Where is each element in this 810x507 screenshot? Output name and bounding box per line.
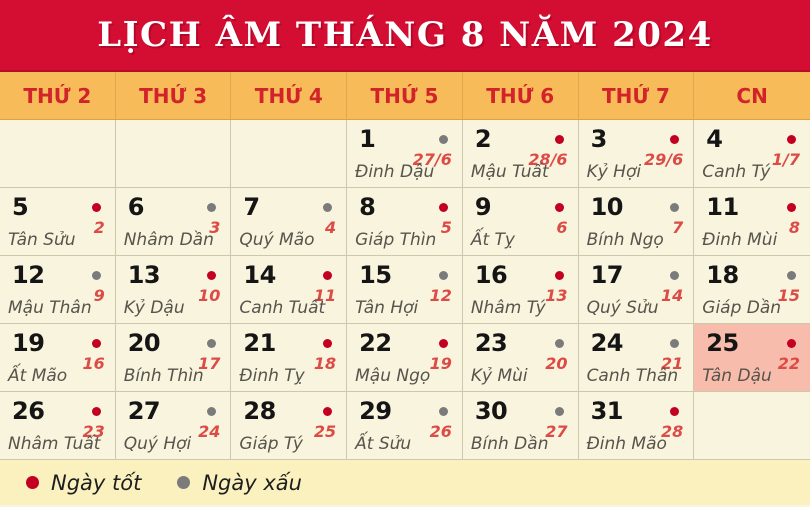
- bad-day-dot-icon: [207, 339, 216, 348]
- bad-day-dot-icon: [555, 407, 564, 416]
- bad-day-dot-icon: [207, 407, 216, 416]
- lunar-date: 1/7: [771, 150, 800, 169]
- solar-date: 7: [243, 193, 260, 221]
- canchi-day-name: Nhâm Dần: [123, 230, 214, 250]
- weekday-header-4: THỨ 5: [347, 72, 463, 119]
- canchi-day-name: Kỷ Hợi: [586, 162, 642, 182]
- good-day-dot-icon: [26, 476, 39, 489]
- calendar-title-banner: [0, 0, 810, 72]
- canchi-day-name: Ất Tỵ: [470, 230, 515, 250]
- lunar-date: 29/6: [644, 150, 684, 169]
- solar-date: 23: [474, 329, 508, 357]
- day-cell[interactable]: [463, 256, 579, 324]
- solar-date: 10: [590, 193, 623, 221]
- day-cell[interactable]: [579, 120, 695, 188]
- weekday-header-3: THỨ 4: [231, 72, 347, 119]
- canchi-day-name: Tân Dậu: [702, 366, 772, 386]
- canchi-day-name: Tân Hợi: [355, 298, 419, 318]
- canchi-day-name: Kỷ Mùi: [470, 366, 528, 386]
- day-cell[interactable]: [347, 188, 463, 256]
- day-cell[interactable]: [116, 392, 232, 460]
- lunar-date: 28: [661, 422, 684, 441]
- solar-date: 9: [474, 193, 492, 221]
- bad-day-dot-icon: [323, 203, 332, 212]
- lunar-date: 10: [198, 286, 221, 305]
- good-day-dot-icon: [92, 339, 101, 348]
- solar-date: 3: [590, 125, 607, 153]
- good-day-dot-icon: [439, 339, 448, 348]
- day-cell[interactable]: [347, 256, 463, 324]
- day-cell[interactable]: [463, 392, 579, 460]
- day-cell-today[interactable]: [694, 324, 810, 392]
- lunar-date: 19: [429, 354, 452, 373]
- good-day-dot-icon: [555, 203, 564, 212]
- lunar-date: 21: [661, 354, 684, 373]
- solar-date: 29: [359, 397, 392, 425]
- bad-day-dot-icon: [670, 271, 679, 280]
- lunar-date: 24: [198, 422, 221, 441]
- bad-day-dot-icon: [670, 339, 679, 348]
- canchi-day-name: Đinh Mão: [586, 434, 667, 454]
- good-day-dot-icon: [555, 135, 564, 144]
- weekday-header-7: CN: [736, 83, 768, 108]
- lunar-date: 22: [777, 354, 800, 373]
- canchi-day-name: Tân Sửu: [8, 230, 76, 250]
- solar-date: 4: [706, 125, 723, 153]
- good-day-dot-icon: [787, 339, 796, 348]
- canchi-day-name: Giáp Thìn: [355, 230, 437, 250]
- weekday-header-5: THỨ 6: [463, 72, 579, 119]
- canchi-day-name: Đinh Mùi: [702, 230, 778, 250]
- weekday-header-6: THỨ 7: [579, 72, 695, 119]
- canchi-day-name: Canh Tý: [702, 162, 771, 182]
- legend-label-bad-day: Ngày xấu: [202, 470, 302, 495]
- solar-date: 24: [590, 329, 623, 357]
- canchi-day-name: Ất Mão: [8, 366, 68, 386]
- solar-date: 30: [474, 397, 508, 425]
- lunar-date: 17: [198, 354, 221, 373]
- good-day-dot-icon: [92, 407, 101, 416]
- day-cell[interactable]: [579, 256, 695, 324]
- solar-date: 17: [590, 261, 623, 289]
- empty-cell: [0, 120, 116, 188]
- good-day-dot-icon: [787, 203, 796, 212]
- solar-date: 16: [474, 261, 508, 289]
- solar-date: 21: [243, 329, 276, 357]
- day-cell[interactable]: [694, 256, 810, 324]
- day-cell[interactable]: [116, 324, 232, 392]
- lunar-date: 26: [429, 422, 452, 441]
- canchi-day-name: Quý Sửu: [586, 298, 659, 318]
- lunar-date: 27: [545, 422, 568, 441]
- lunar-date: 3: [209, 218, 221, 237]
- canchi-day-name: Mậu Ngọ: [355, 366, 431, 386]
- legend-item-good-day: [26, 471, 141, 495]
- good-day-dot-icon: [439, 203, 448, 212]
- solar-date: 28: [243, 397, 276, 425]
- day-cell[interactable]: [0, 188, 116, 256]
- canchi-day-name: Quý Hợi: [123, 434, 192, 454]
- day-cell[interactable]: [694, 188, 810, 256]
- day-cell[interactable]: [0, 324, 116, 392]
- day-cell[interactable]: [463, 188, 579, 256]
- weekday-header-row: [0, 72, 810, 120]
- canchi-day-name: Bính Ngọ: [586, 230, 664, 250]
- day-cell[interactable]: [694, 120, 810, 188]
- legend-label-good-day: Ngày tốt: [51, 470, 142, 495]
- good-day-dot-icon: [670, 407, 679, 416]
- solar-date: 5: [12, 193, 29, 221]
- day-cell[interactable]: [347, 120, 463, 188]
- good-day-dot-icon: [323, 271, 332, 280]
- day-cell[interactable]: [116, 256, 232, 324]
- empty-cell: [116, 120, 232, 188]
- canchi-day-name: Mậu Thân: [8, 298, 92, 318]
- solar-date: 15: [359, 261, 392, 289]
- empty-cell: [231, 120, 347, 188]
- good-day-dot-icon: [787, 135, 796, 144]
- day-cell[interactable]: [0, 256, 116, 324]
- lunar-date: 12: [429, 286, 452, 305]
- solar-date: 22: [359, 329, 392, 357]
- good-day-dot-icon: [323, 407, 332, 416]
- canchi-day-name: Nhâm Tuất: [8, 434, 101, 454]
- canchi-day-name: Giáp Dần: [702, 298, 782, 318]
- good-day-dot-icon: [207, 271, 216, 280]
- solar-date: 31: [590, 397, 623, 425]
- lunar-date: 5: [440, 218, 452, 237]
- solar-date: 11: [706, 193, 739, 221]
- solar-date: 8: [359, 193, 376, 221]
- lunar-date: 8: [788, 218, 800, 237]
- bad-day-dot-icon: [439, 271, 448, 280]
- good-day-dot-icon: [555, 271, 564, 280]
- canchi-day-name: Canh Tuất: [239, 298, 326, 318]
- bad-day-dot-icon: [439, 135, 448, 144]
- bad-day-dot-icon: [92, 271, 101, 280]
- bad-day-dot-icon: [177, 476, 190, 489]
- lunar-date: 9: [93, 286, 105, 305]
- canchi-day-name: Giáp Tý: [239, 434, 303, 454]
- bad-day-dot-icon: [207, 203, 216, 212]
- day-cell[interactable]: [116, 188, 232, 256]
- lunar-date: 18: [313, 354, 337, 373]
- day-cell[interactable]: [231, 256, 347, 324]
- canchi-day-name: Đinh Tỵ: [239, 366, 305, 386]
- legend: [0, 460, 810, 505]
- canchi-day-name: Bính Dần: [470, 434, 549, 454]
- lunar-date: 13: [545, 286, 568, 305]
- lunar-date: 2: [93, 218, 105, 237]
- lunar-date: 15: [777, 286, 800, 305]
- day-cell[interactable]: [231, 188, 347, 256]
- solar-date: 18: [706, 261, 739, 289]
- solar-date: 2: [474, 125, 492, 153]
- solar-date: 14: [243, 261, 276, 289]
- canchi-day-name: Bính Thìn: [123, 366, 204, 386]
- lunar-date: 16: [82, 354, 105, 373]
- solar-date: 1: [359, 125, 376, 153]
- solar-date: 19: [12, 329, 45, 357]
- good-day-dot-icon: [92, 203, 101, 212]
- page-title: LỊCH ÂM THÁNG 8 NĂM 2024: [97, 15, 713, 55]
- lunar-date: 23: [82, 422, 105, 441]
- day-cell[interactable]: [231, 324, 347, 392]
- solar-date: 6: [127, 193, 144, 221]
- solar-date: 12: [12, 261, 45, 289]
- solar-date: 25: [706, 329, 739, 357]
- canchi-day-name: Quý Mão: [239, 230, 315, 250]
- solar-date: 26: [12, 397, 45, 425]
- day-cell[interactable]: [463, 120, 579, 188]
- lunar-date: 28/6: [528, 150, 568, 169]
- lunar-date: 20: [545, 354, 568, 373]
- canchi-day-name: Canh Thân: [586, 366, 679, 386]
- day-cell[interactable]: [231, 392, 347, 460]
- bad-day-dot-icon: [555, 339, 564, 348]
- day-cell[interactable]: [347, 324, 463, 392]
- day-cell[interactable]: [579, 324, 695, 392]
- canchi-day-name: Nhâm Tý: [470, 298, 546, 318]
- day-cell[interactable]: [347, 392, 463, 460]
- canchi-day-name: Kỷ Dậu: [123, 298, 185, 318]
- solar-date: 13: [127, 261, 161, 289]
- lunar-date: 25: [313, 422, 337, 441]
- bad-day-dot-icon: [439, 407, 448, 416]
- day-cell[interactable]: [463, 324, 579, 392]
- canchi-day-name: Mậu Tuất: [470, 162, 549, 182]
- lunar-date: 11: [313, 286, 337, 305]
- day-cell[interactable]: [579, 392, 695, 460]
- calendar-grid: [0, 120, 810, 460]
- solar-date: 20: [127, 329, 161, 357]
- bad-day-dot-icon: [787, 271, 796, 280]
- weekday-header-2: THỨ 3: [116, 72, 232, 119]
- lunar-date: 7: [672, 218, 684, 237]
- day-cell[interactable]: [0, 392, 116, 460]
- good-day-dot-icon: [670, 135, 679, 144]
- lunar-date: 14: [661, 286, 684, 305]
- good-day-dot-icon: [323, 339, 332, 348]
- lunar-date: 27/6: [412, 150, 452, 169]
- lunar-date: 4: [325, 218, 337, 237]
- solar-date: 27: [127, 397, 161, 425]
- weekday-header-1: THỨ 2: [0, 72, 116, 119]
- empty-cell: [694, 392, 810, 460]
- bad-day-dot-icon: [670, 203, 679, 212]
- lunar-date: 6: [556, 218, 568, 237]
- canchi-day-name: Đinh Dậu: [355, 162, 435, 182]
- day-cell[interactable]: [579, 188, 695, 256]
- canchi-day-name: Ất Sửu: [355, 434, 412, 454]
- legend-item-bad-day: [177, 471, 302, 495]
